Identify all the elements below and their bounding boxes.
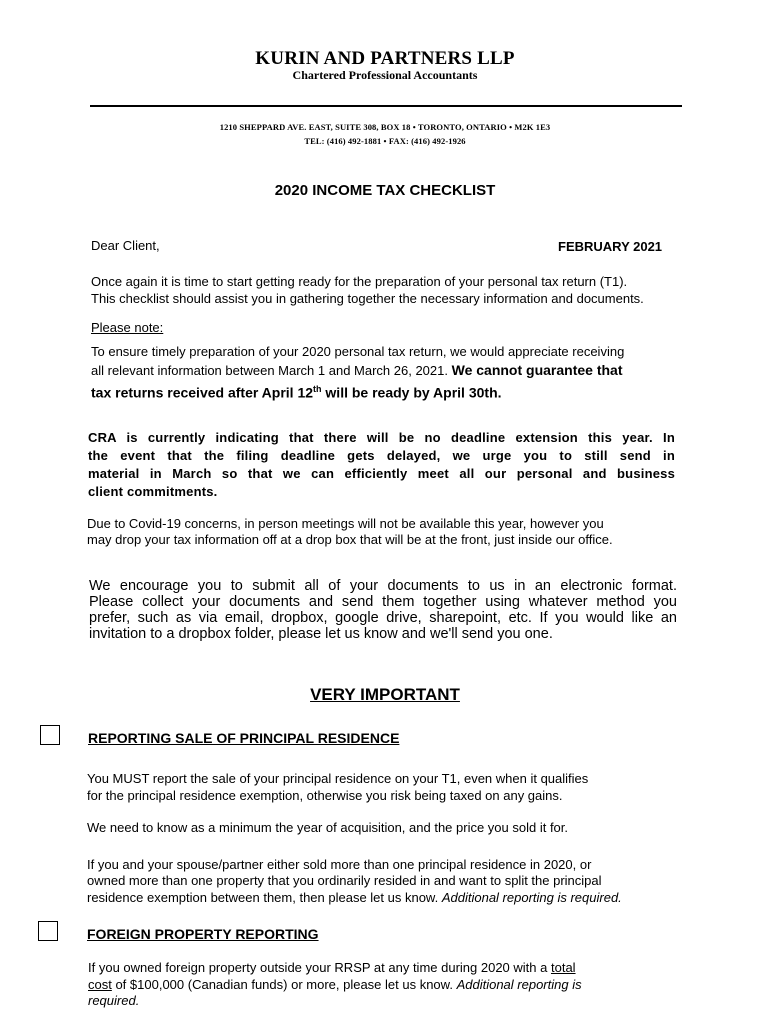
covid-line-2: may drop your tax information off at a drop box that will be at the front, just inside our office. <box>87 532 613 547</box>
foreign-property-checkbox[interactable] <box>38 921 58 941</box>
principal-residence-checkbox[interactable] <box>40 725 60 745</box>
note-line-1: To ensure timely preparation of your 2020 personal tax return, we would appreciate receiving <box>91 344 625 359</box>
intro-line-2: This checklist should assist you in gathering together the necessary information and documents. <box>91 291 644 306</box>
residence-additional-reporting: Additional reporting is required. <box>441 890 622 905</box>
electronic-line-3: prefer, such as via email, dropbox, google drive, sharepoint, etc. If you would like an <box>89 610 677 626</box>
contact-line: TEL: (416) 492-1881 • FAX: (416) 492-1926 <box>304 136 466 146</box>
electronic-line-1: We encourage you to submit all of your documents to us in an electronic format. <box>89 578 677 594</box>
note-line-3-text: tax returns received after April 12 <box>91 384 314 401</box>
note-superscript: th <box>313 384 322 394</box>
residence-p3-line-3-text: residence exemption between them, then please let us know. <box>87 890 439 905</box>
very-important-heading: VERY IMPORTANT <box>310 685 460 704</box>
note-heading: Please note: <box>91 320 164 335</box>
foreign-line-3: required. <box>88 993 140 1008</box>
foreign-line-1-text: If you owned foreign property outside your RRSP at any time during 2020 with a <box>88 960 548 975</box>
foreign-additional-reporting: Additional reporting is <box>456 977 582 992</box>
residence-p1-line-2: for the principal residence exemption, otherwise you risk being taxed on any gains. <box>87 788 563 803</box>
greeting: Dear Client, <box>91 238 160 253</box>
note-guarantee-text: We cannot guarantee that <box>451 362 623 378</box>
electronic-line-2: Please collect your documents and send them together using whatever method you <box>89 594 677 610</box>
residence-p1-line-1: You MUST report the sale of your principal residence on your T1, even when it qualifies <box>87 771 589 786</box>
residence-p2: We need to know as a minimum the year of acquisition, and the price you sold it for. <box>87 820 569 835</box>
intro-line-1: Once again it is time to start getting ready for the preparation of your personal tax return (T1). <box>91 274 628 289</box>
foreign-line-2 <box>88 976 582 993</box>
page-title: 2020 INCOME TAX CHECKLIST <box>274 182 496 199</box>
header-divider <box>90 105 682 107</box>
letter-date: FEBRUARY 2021 <box>558 239 663 254</box>
cra-line-4: client commitments. <box>88 484 218 499</box>
residence-p3-line-3 <box>87 889 622 906</box>
firm-name: KURIN AND PARTNERS LLP <box>255 48 515 69</box>
note-line-2-text: all relevant information between March 1 and March 26, 2021. <box>91 363 448 378</box>
electronic-line-4: invitation to a dropbox folder, please let us know and we'll send you one. <box>89 626 553 642</box>
foreign-line-1 <box>88 959 576 976</box>
cra-line-2: the event that the filing deadline gets delayed, we urge you to still send in <box>88 448 675 463</box>
cra-line-1: CRA is currently indicating that there will be no deadline extension this year. In <box>88 430 675 445</box>
cra-line-3: material in March so that we can efficiently meet all our personal and business <box>88 466 675 481</box>
foreign-cost-word: cost <box>88 977 112 992</box>
residence-p3-line-1: If you and your spouse/partner either sold more than one principal residence in 2020, or <box>87 857 592 872</box>
firm-subtitle: Chartered Professional Accountants <box>292 68 478 82</box>
note-line-2 <box>91 362 623 379</box>
foreign-total-word: total <box>550 960 576 975</box>
foreign-line-2-text: of $100,000 (Canadian funds) or more, please let us know. <box>111 977 453 992</box>
foreign-property-heading: FOREIGN PROPERTY REPORTING <box>87 926 319 942</box>
principal-residence-heading: REPORTING SALE OF PRINCIPAL RESIDENCE <box>88 730 400 746</box>
note-line-3-end: will be ready by April 30th. <box>321 384 502 401</box>
address-line: 1210 SHEPPARD AVE. EAST, SUITE 308, BOX 18 • TORONTO, ONTARIO • M2K 1E3 <box>219 122 551 132</box>
residence-p3-line-2: owned more than one property that you ordinarily resided in and want to split the principal <box>87 873 602 888</box>
note-line-3 <box>91 381 502 402</box>
covid-line-1: Due to Covid-19 concerns, in person meetings will not be available this year, however you <box>87 516 604 531</box>
